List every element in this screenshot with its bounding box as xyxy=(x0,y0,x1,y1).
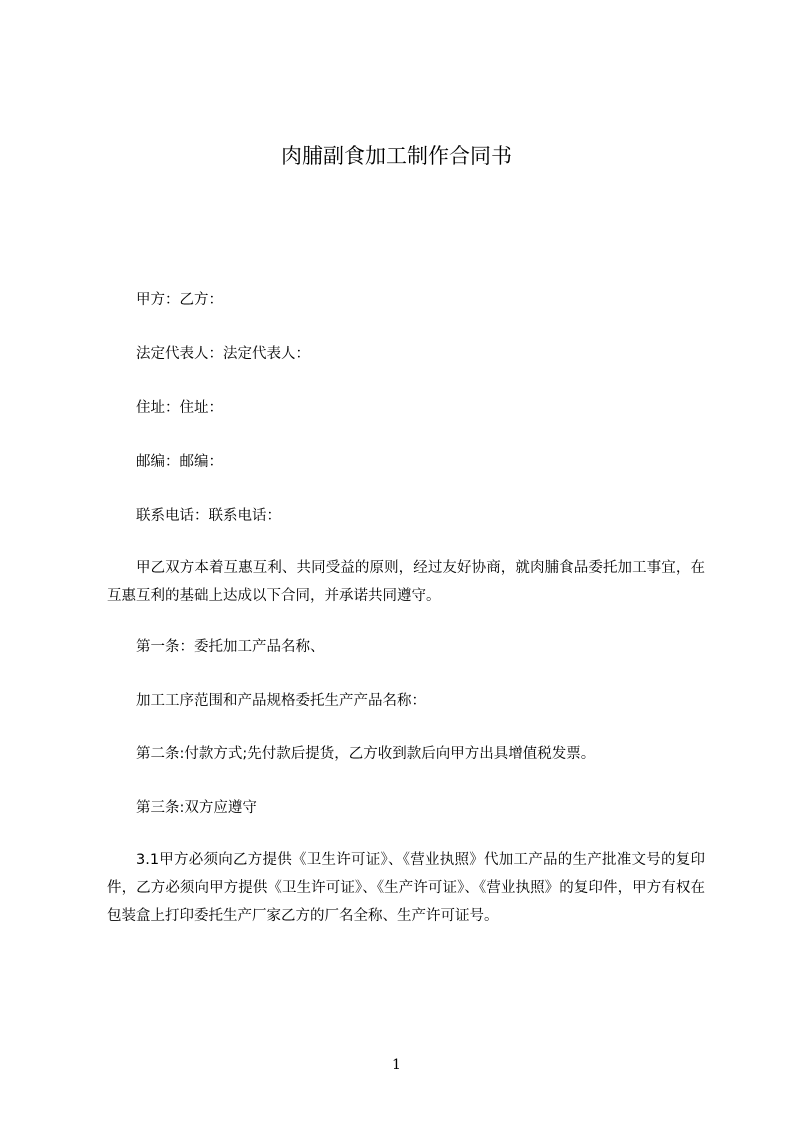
article-2-paragraph: 第二条:付款方式;先付款后提货，乙方收到款后向甲方出具增值税发票。 xyxy=(136,746,596,762)
clause-3-1-paragraph: 3.1甲方必须向乙方提供《卫生许可证》、《营业执照》代加工产品的生产批准文号的复印件，乙方必须向甲方提供《卫生许可证》、《生产许可证》、《营业执照》的复印件，甲方有权在包装盒上打印委托生产厂家乙方的厂名全称、生产许可证号。 xyxy=(107,852,705,924)
postcode-line: 邮编：邮编： xyxy=(136,454,223,470)
page-number: 1 xyxy=(392,1057,401,1073)
document-title: 肉脯副食加工制作合同书 xyxy=(281,144,512,168)
article-3-heading: 第三条:双方应遵守 xyxy=(136,800,257,816)
phone-line: 联系电话：联系电话： xyxy=(136,508,281,524)
address-line: 住址：住址： xyxy=(136,400,223,416)
legal-representative-line: 法定代表人：法定代表人： xyxy=(136,346,310,362)
article-1-text: 加工工序范围和产品规格委托生产产品名称： xyxy=(136,693,426,709)
preamble-paragraph: 甲乙双方本着互惠互利、共同受益的原则，经过友好协商，就肉脯食品委托加工事宜，在互惠互利的基础上达成以下合同，并承诺共同遵守。 xyxy=(107,560,705,604)
article-1-heading: 第一条：委托加工产品名称、 xyxy=(136,639,325,655)
party-line: 甲方：乙方： xyxy=(136,292,223,308)
